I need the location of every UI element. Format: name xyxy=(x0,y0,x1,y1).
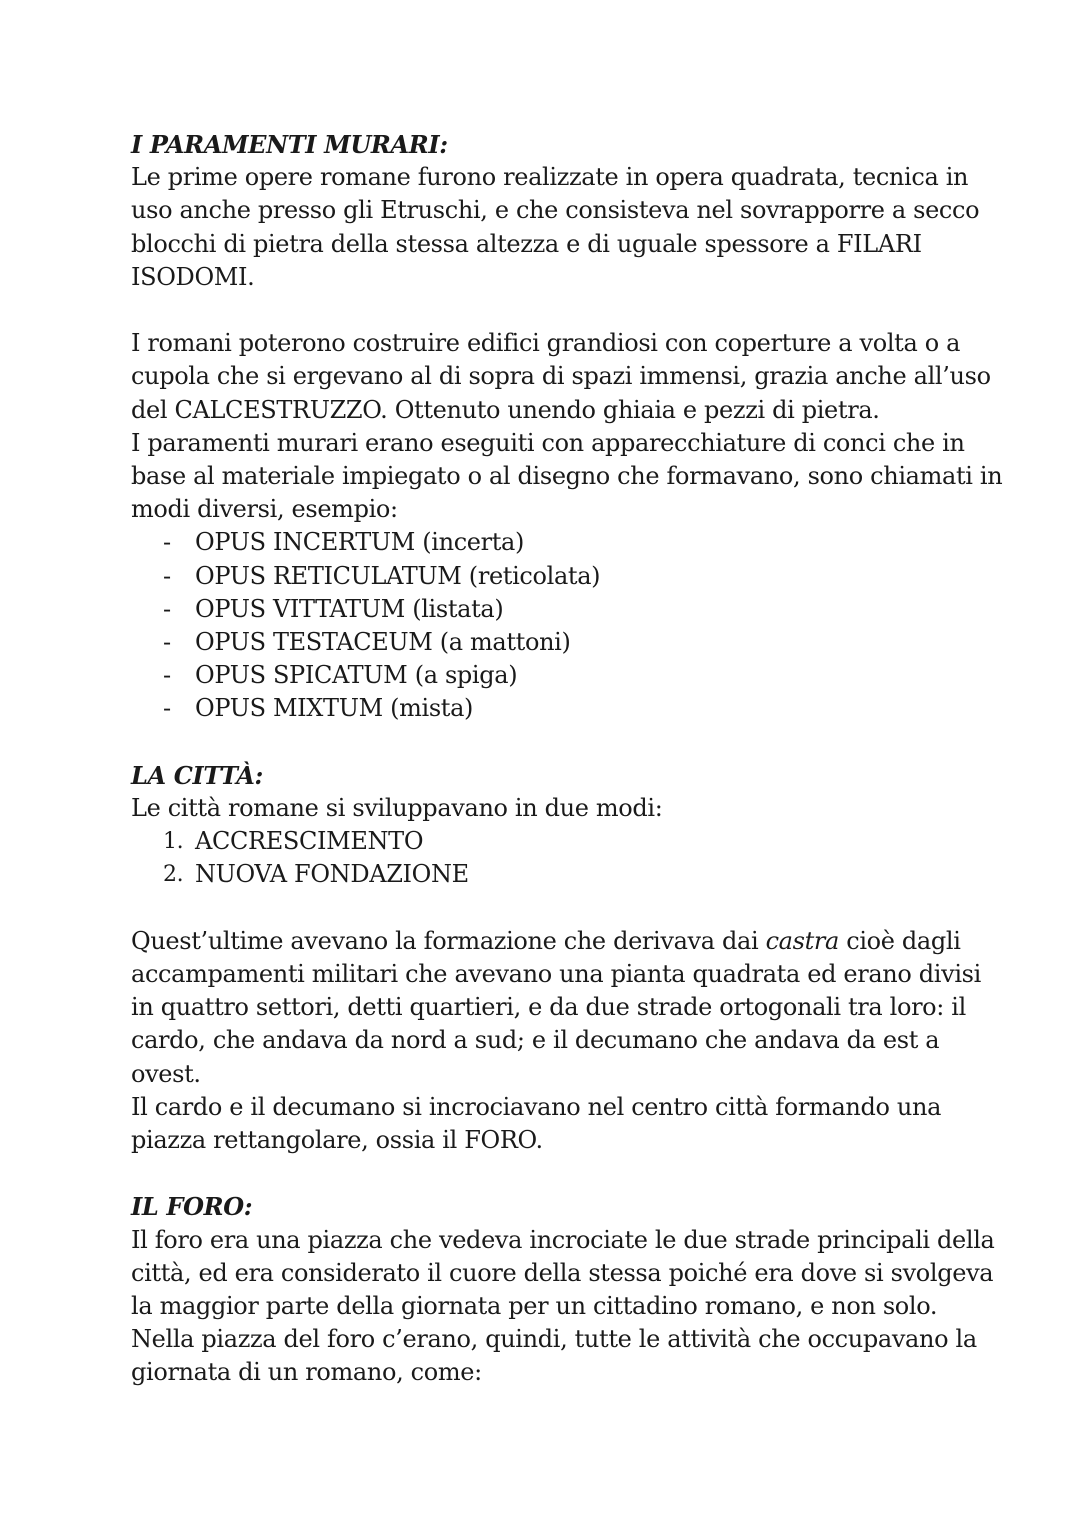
blank-line xyxy=(131,726,961,759)
opus-list xyxy=(131,526,961,725)
blank-line xyxy=(131,1157,961,1190)
paragraph-line: cardo, che andava da nord a sud; e il decumano che andava da est a xyxy=(131,1026,940,1055)
paragraph-line: base al materiale impiegato o al disegno che formavano, sono chiamati in xyxy=(131,462,1003,491)
city-development-list xyxy=(131,825,961,891)
paragraph-line: Il foro era una piazza che vedeva incrociate le due strade principali della xyxy=(131,1225,995,1254)
paragraph-line: I paramenti murari erano eseguiti con apparecchiature di conci che in xyxy=(131,428,965,457)
list-item-text: OPUS VITTATUM (listata) xyxy=(195,594,504,623)
list-item xyxy=(131,560,961,593)
paragraph-line: blocchi di pietra della stessa altezza e di uguale spessore a FILARI xyxy=(131,229,922,258)
section-heading-foro: IL FORO: xyxy=(131,1192,253,1222)
paragraph-line: in quattro settori, detti quartieri, e da due strade ortogonali tra loro: il xyxy=(131,993,966,1022)
paragraph-line: del CALCESTRUZZO. Ottenuto unendo ghiaia e pezzi di pietra. xyxy=(131,395,880,424)
bullet-dash: - xyxy=(163,594,171,623)
paragraph-line: giornata di un romano, come: xyxy=(131,1358,482,1387)
paragraph-line: Le prime opere romane furono realizzate in opera quadrata, tecnica in xyxy=(131,163,969,192)
list-item-text: OPUS INCERTUM (incerta) xyxy=(195,528,525,557)
list-item xyxy=(131,659,961,692)
bullet-dash: - xyxy=(163,694,171,723)
paragraph-line: uso anche presso gli Etruschi, e che consisteva nel sovrapporre a secco xyxy=(131,196,980,225)
bullet-dash: - xyxy=(163,528,171,557)
paragraph-line: modi diversi, esempio: xyxy=(131,495,398,524)
list-item xyxy=(131,593,961,626)
list-number: 1. xyxy=(163,829,184,855)
list-item xyxy=(131,626,961,659)
bullet-dash: - xyxy=(163,661,171,690)
paragraph-line: I romani poterono costruire edifici grandiosi con coperture a volta o a xyxy=(131,329,961,358)
italic-term-castra: castra xyxy=(765,926,839,955)
paragraph-line xyxy=(131,925,961,958)
paragraph-line: cupola che si ergevano al di sopra di spazi immensi, grazia anche all’uso xyxy=(131,362,991,391)
paragraph-line: Il cardo e il decumano si incrociavano nel centro città formando una xyxy=(131,1092,942,1121)
paragraph-line: ovest. xyxy=(131,1059,201,1088)
text-run: Quest’ultime avevano la formazione che derivava dai xyxy=(131,926,766,955)
paragraph-line: piazza rettangolare, ossia il FORO. xyxy=(131,1126,543,1155)
list-item xyxy=(131,526,961,559)
document-page xyxy=(131,128,1003,1390)
list-item-text: OPUS MIXTUM (mista) xyxy=(195,694,474,723)
text-run: cioè dagli xyxy=(838,926,961,955)
section-heading-citta: LA CITTÀ: xyxy=(131,760,264,790)
list-number: 2. xyxy=(163,862,184,888)
list-item xyxy=(131,858,961,891)
list-item-text: OPUS TESTACEUM (a mattoni) xyxy=(195,628,571,657)
blank-line xyxy=(131,892,961,925)
paragraph-line: accampamenti militari che avevano una pianta quadrata ed erano divisi xyxy=(131,960,981,989)
paragraph-line: ISODOMI. xyxy=(131,262,255,291)
list-item-text: ACCRESCIMENTO xyxy=(195,827,424,856)
paragraph-line: città, ed era considerato il cuore della stessa poiché era dove si svolgeva xyxy=(131,1258,994,1287)
bullet-dash: - xyxy=(163,561,171,590)
list-item-text: NUOVA FONDAZIONE xyxy=(195,860,469,889)
bullet-dash: - xyxy=(163,628,171,657)
list-item-text: OPUS SPICATUM (a spiga) xyxy=(195,661,518,690)
blank-line xyxy=(131,294,961,327)
paragraph-line: Le città romane si sviluppavano in due modi: xyxy=(131,794,663,823)
list-item xyxy=(131,825,961,858)
section-heading-paramenti: I PARAMENTI MURARI: xyxy=(131,130,448,159)
paragraph-line: la maggior parte della giornata per un cittadino romano, e non solo. xyxy=(131,1292,938,1321)
list-item-text: OPUS RETICULATUM (reticolata) xyxy=(195,561,601,590)
paragraph-line: Nella piazza del foro c’erano, quindi, tutte le attività che occupavano la xyxy=(131,1325,977,1354)
list-item xyxy=(131,692,961,725)
